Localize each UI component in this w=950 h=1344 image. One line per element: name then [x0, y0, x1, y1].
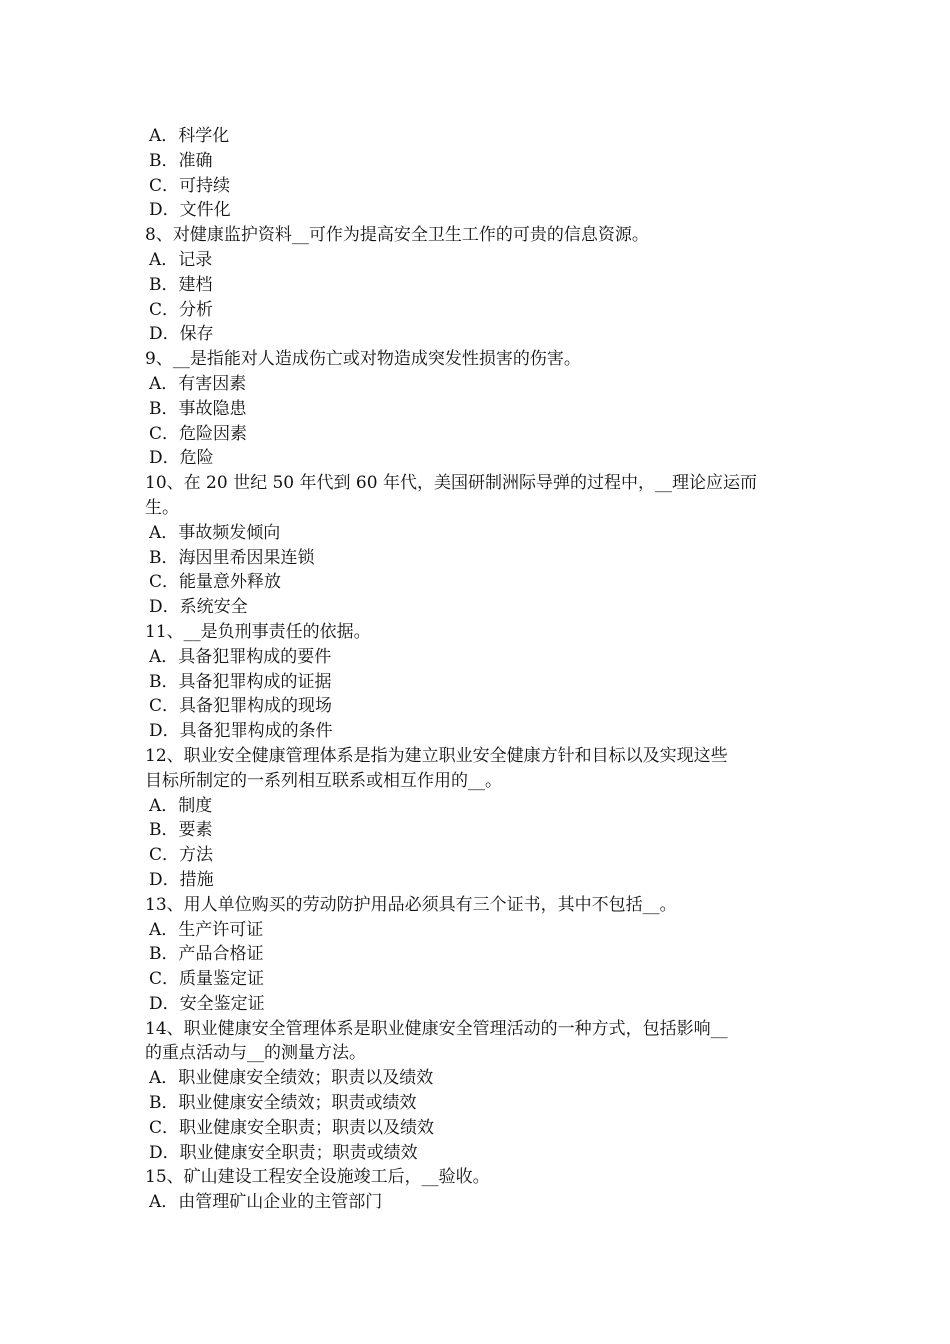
answer-option: B．职业健康安全绩效；职责或绩效: [149, 1093, 417, 1114]
answer-option: C．分析: [149, 299, 214, 320]
answer-option: D．保存: [149, 324, 214, 345]
answer-option: C．方法: [149, 845, 214, 866]
answer-option: B．准确: [149, 150, 213, 171]
answer-option: D．措施: [149, 869, 214, 890]
answer-option: A．事故频发倾向: [149, 522, 281, 543]
answer-option: C．可持续: [149, 175, 231, 196]
document-body: [145, 124, 810, 1215]
answer-option: C．质量鉴定证: [149, 969, 265, 990]
answer-option: A．具备犯罪构成的要件: [149, 646, 332, 667]
question-text: 15、矿山建设工程安全设施竣工后，__验收。: [145, 1167, 490, 1188]
question-text: 12、职业安全健康管理体系是指为建立职业安全健康方针和目标以及实现这些: [145, 745, 728, 766]
answer-option: B．具备犯罪构成的证据: [149, 671, 332, 692]
question-text: 13、用人单位购买的劳动防护用品必须具有三个证书，其中不包括__。: [145, 894, 677, 915]
answer-option: D．具备犯罪构成的条件: [149, 721, 333, 742]
answer-option: A．由管理矿山企业的主管部门: [149, 1192, 383, 1213]
answer-option: D．危险: [149, 448, 214, 469]
answer-option: D．职业健康安全职责；职责或绩效: [149, 1142, 418, 1163]
answer-option: A．职业健康安全绩效；职责以及绩效: [149, 1068, 434, 1089]
answer-option: D．系统安全: [149, 597, 248, 618]
answer-option: C．职业健康安全职责；职责以及绩效: [149, 1117, 435, 1138]
question-text: 目标所制定的一系列相互联系或相互作用的__。: [145, 770, 502, 791]
answer-option: D．安全鉴定证: [149, 993, 265, 1014]
question-text: 8、对健康监护资料__可作为提高安全卫生工作的可贵的信息资源。: [145, 225, 649, 246]
answer-option: C．能量意外释放: [149, 572, 282, 593]
question-text: 10、在 20 世纪 50 年代到 60 年代，美国研制洲际导弹的过程中，__理论应运而: [145, 473, 757, 494]
answer-option: B．海因里希因果连锁: [149, 547, 315, 568]
answer-option: A．生产许可证: [149, 919, 264, 940]
answer-option: B．建档: [149, 274, 213, 295]
answer-option: A．科学化: [149, 126, 230, 146]
answer-option: A．制度: [149, 795, 213, 816]
answer-option: B．事故隐患: [149, 398, 247, 419]
answer-option: B．要素: [149, 820, 213, 841]
answer-option: A．有害因素: [149, 373, 247, 394]
question-text: 11、__是负刑事责任的依据。: [145, 621, 371, 642]
answer-option: C．危险因素: [149, 423, 248, 444]
question-text: 生。: [145, 497, 179, 518]
answer-option: A．记录: [149, 249, 213, 270]
question-text: 的重点活动与__的测量方法。: [145, 1043, 366, 1064]
answer-option: B．产品合格证: [149, 944, 264, 965]
answer-option: D．文件化: [149, 200, 231, 221]
question-text: 14、职业健康安全管理体系是职业健康安全管理活动的一种方式，包括影响__: [145, 1018, 728, 1039]
question-text: 9、__是指能对人造成伤亡或对物造成突发性损害的伤害。: [145, 349, 581, 370]
answer-option: C．具备犯罪构成的现场: [149, 696, 333, 717]
